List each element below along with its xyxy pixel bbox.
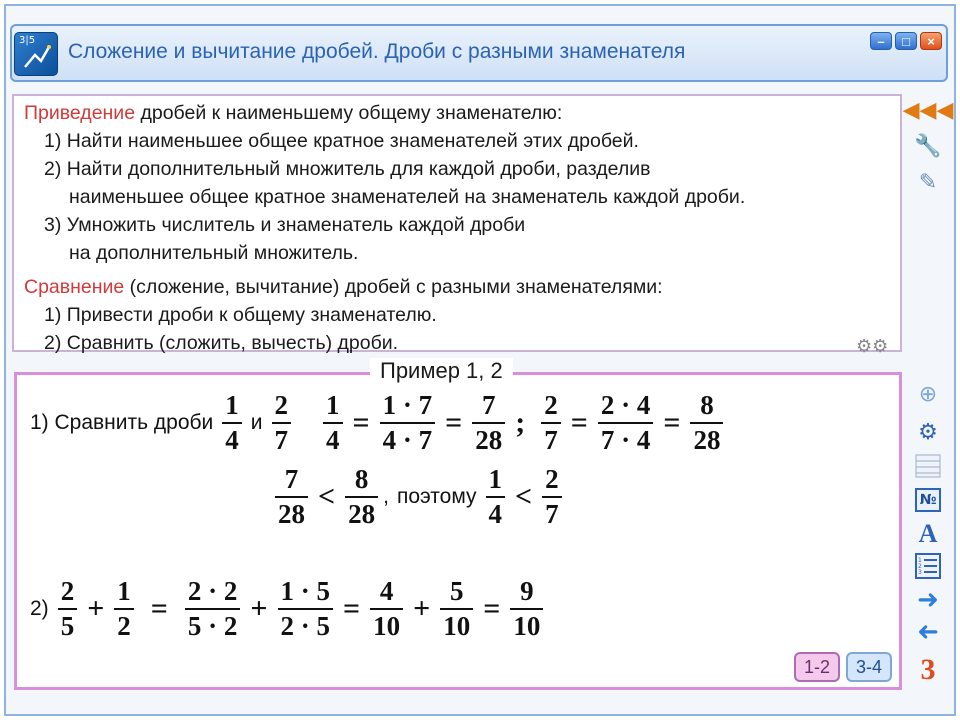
plus-sign: + — [413, 592, 431, 625]
rule-heading-1-highlight: Приведение — [24, 102, 136, 124]
settings-gears-icon[interactable]: ⚙ — [918, 419, 938, 445]
maximize-button[interactable]: □ — [895, 32, 917, 50]
rule-heading-2-highlight: Сравнение — [24, 276, 125, 298]
plus-sign: + — [87, 592, 105, 625]
pencil-icon[interactable]: ✎ — [918, 169, 938, 195]
example-1-label: 1) Сравнить дроби — [30, 411, 214, 434]
fraction-2-5-expanded: $\frac{2 \cdot 2}{5 \cdot 2}$ — [185, 578, 241, 640]
svg-text:3: 3 — [918, 569, 922, 576]
rule-item-3a: 3) Умножить числитель и знаменатель каждой дроби — [44, 214, 526, 236]
equals-sign: = — [343, 592, 361, 625]
example-1-line-1 — [26, 392, 728, 454]
fraction-2-5: $\frac{2}{5}$ — [58, 578, 78, 640]
fraction-7-28: $\frac{7}{28}$ — [472, 392, 505, 454]
font-icon[interactable]: A — [918, 519, 938, 548]
zoom-icon[interactable]: ⊕ — [918, 381, 938, 407]
gears-icon[interactable]: ⚙⚙ — [856, 336, 889, 357]
fraction-2-7c: $\frac{2}{7}$ — [542, 466, 562, 528]
svg-text:2: 2 — [918, 563, 922, 570]
example-1-line-2 — [270, 466, 567, 528]
equals-sign: = — [483, 592, 501, 625]
example-title: Пример 1, 2 — [370, 358, 513, 384]
example-2-line — [26, 578, 548, 640]
fraction-2-7b: $\frac{2}{7}$ — [541, 392, 561, 454]
fraction-7-28b: $\frac{7}{28}$ — [275, 466, 308, 528]
equals-sign: = — [663, 406, 681, 439]
number-icon-label: № — [915, 488, 941, 512]
fraction-9-10: $\frac{9}{10}$ — [510, 578, 543, 640]
fraction-2-7: $\frac{2}{7}$ — [272, 392, 292, 454]
rule-heading-1-text: дробей к наименьшему общему знаменателю: — [135, 102, 563, 124]
minimize-button[interactable]: – — [870, 32, 892, 50]
table-icon[interactable] — [912, 452, 944, 480]
rule-item-s2-2: 2) Сравнить (сложить, вычесть) дроби. — [44, 332, 399, 354]
rewind-icon[interactable]: ◀◀◀ — [902, 97, 954, 123]
and-word: и — [250, 411, 263, 434]
equals-sign: = — [352, 406, 370, 439]
wrench-icon[interactable]: 🔧 — [914, 133, 942, 159]
fraction-1-2-expanded: $\frac{1 \cdot 5}{2 \cdot 5}$ — [278, 578, 334, 640]
chalkboard-icon — [15, 33, 59, 77]
less-than-sign: < — [515, 480, 533, 513]
fraction-8-28: $\frac{8}{28}$ — [690, 392, 723, 454]
rule-item-3b: на дополнительный множитель. — [69, 242, 359, 264]
fraction-1-4-expanded: $\frac{1 \cdot 7}{4 \cdot 7}$ — [380, 392, 436, 454]
svg-text:1: 1 — [918, 557, 922, 564]
rule-heading-2 — [24, 276, 663, 299]
equals-sign: = — [570, 406, 588, 439]
app-logo-text: 3|5 — [19, 35, 36, 46]
arrow-right-icon[interactable]: ➜ — [917, 585, 939, 615]
page-3-4-button[interactable]: 3-4 — [846, 652, 892, 682]
rule-item-2b: наименьшее общее кратное знаменателей на знаменатель каждой дроби. — [69, 186, 746, 208]
fraction-1-4: $\frac{1}{4}$ — [222, 392, 242, 454]
close-button[interactable]: × — [920, 32, 942, 50]
rule-heading-1 — [24, 102, 562, 125]
page-1-2-button[interactable]: 1-2 — [794, 652, 840, 682]
equals-sign: = — [150, 592, 168, 625]
window-controls — [870, 32, 942, 50]
comma: , — [383, 485, 389, 508]
semicolon: ; — [515, 406, 526, 439]
arrow-left-icon[interactable]: ➜ — [917, 617, 939, 647]
number-icon[interactable] — [912, 486, 944, 514]
fraction-4-10: $\frac{4}{10}$ — [370, 578, 403, 640]
rule-item-s2-1: 1) Привести дроби к общему знаменателю. — [44, 304, 437, 326]
example-2-label: 2) — [30, 597, 49, 620]
rule-item-2a: 2) Найти дополнительный множитель для каждой дроби, разделив — [44, 158, 651, 180]
chapter-icon[interactable]: 3 — [920, 653, 936, 686]
list-icon[interactable] — [912, 552, 944, 580]
fraction-5-10: $\frac{5}{10}$ — [440, 578, 473, 640]
therefore-word: поэтому — [396, 485, 477, 508]
window-title: Сложение и вычитание дробей. Дроби с разными знаменателя — [68, 40, 686, 63]
plus-sign: + — [250, 592, 268, 625]
fraction-8-28b: $\frac{8}{28}$ — [345, 466, 378, 528]
rules-panel — [12, 94, 902, 352]
rule-item-1: 1) Найти наименьшее общее кратное знаменателей этих дробей. — [44, 130, 639, 152]
equals-sign: = — [445, 406, 463, 439]
rule-heading-2-text: (сложение, вычитание) дробей с разными знаменателями: — [124, 276, 663, 298]
fraction-1-4b: $\frac{1}{4}$ — [323, 392, 343, 454]
less-than-sign: < — [318, 480, 336, 513]
app-logo-icon — [14, 32, 58, 76]
fraction-2-7-expanded: $\frac{2 \cdot 4}{7 \cdot 4}$ — [598, 392, 654, 454]
fraction-1-4c: $\frac{1}{4}$ — [486, 466, 506, 528]
fraction-1-2: $\frac{1}{2}$ — [114, 578, 134, 640]
